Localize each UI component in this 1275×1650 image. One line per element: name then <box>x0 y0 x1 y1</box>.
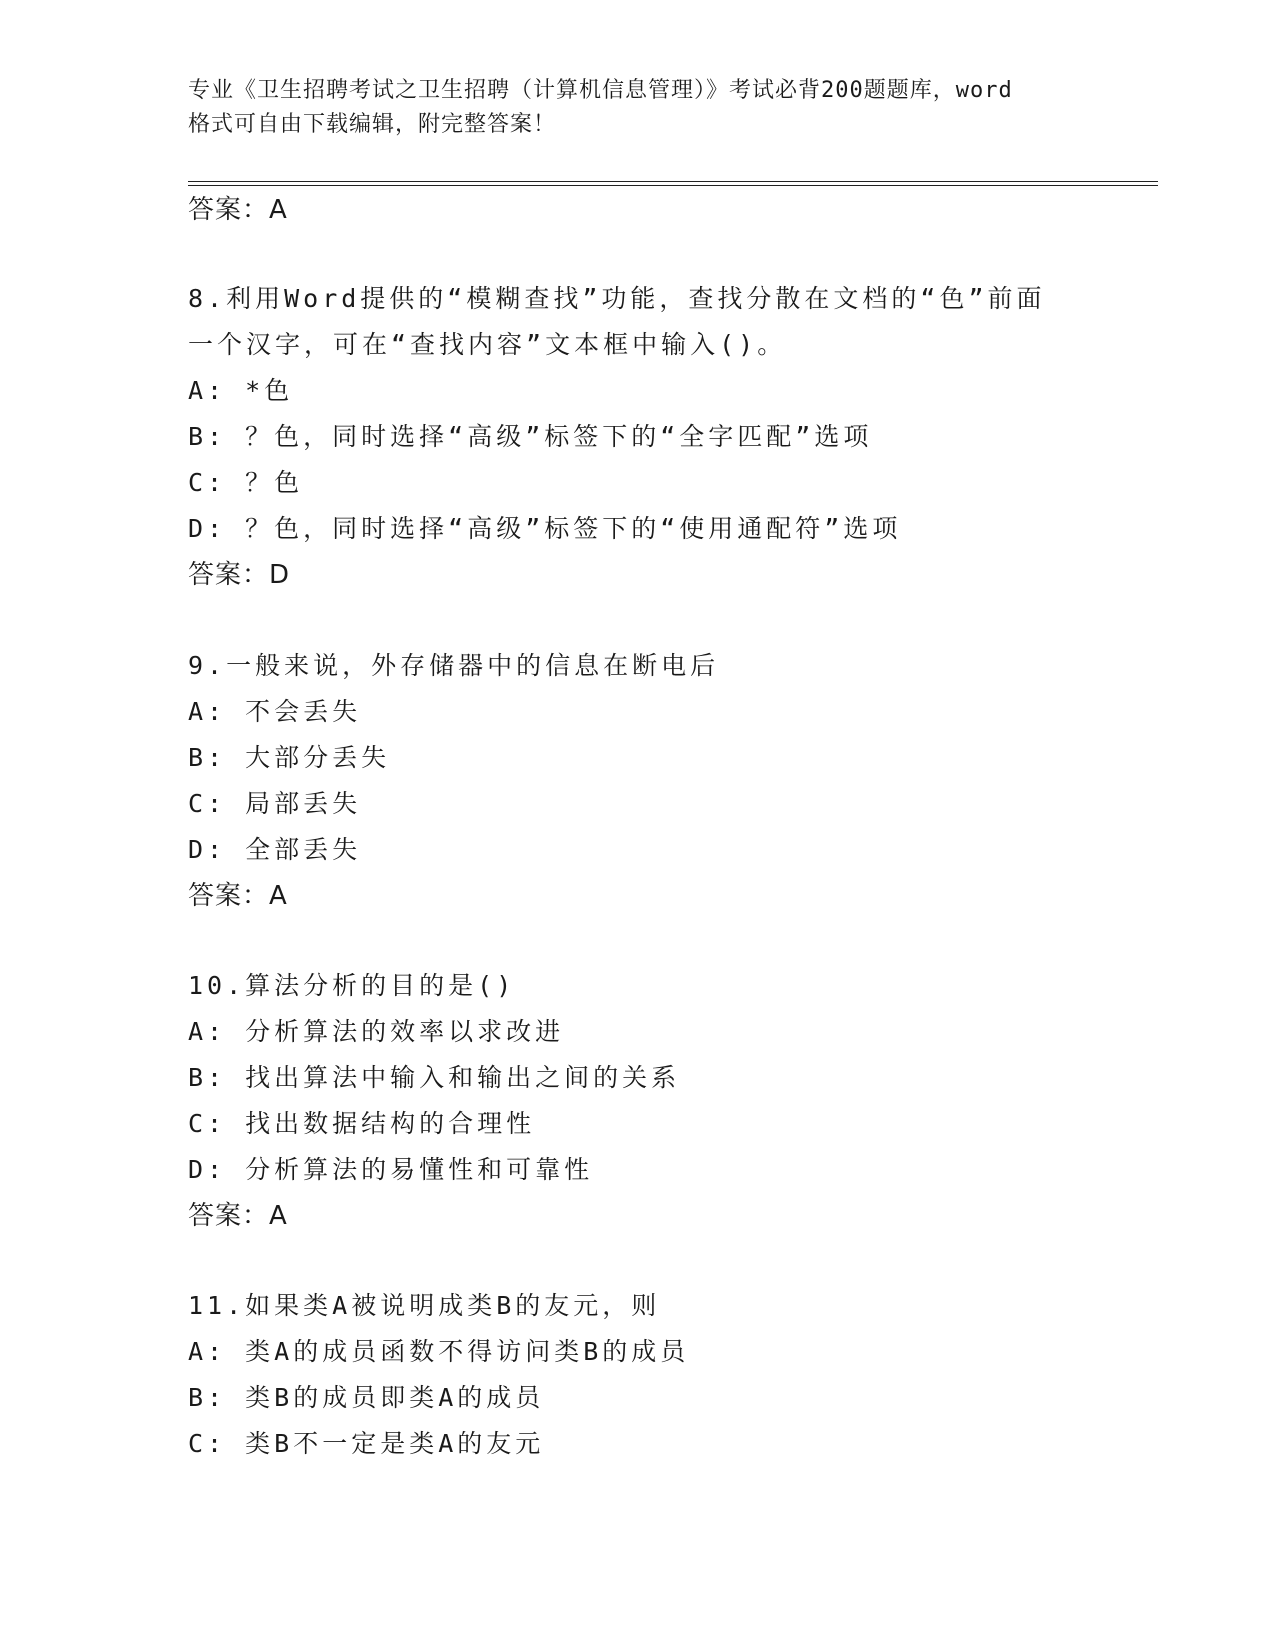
question-stem: 8.利用Word提供的“模糊查找”功能，查找分散在文档的“色”前面 <box>188 284 1046 313</box>
question-11 <box>188 1283 1168 1467</box>
option-a: A: 不会丢失 <box>188 697 362 726</box>
option-b: B: ？色，同时选择“高级”标签下的“全字匹配”选项 <box>188 422 873 451</box>
question-stem: 9.一般来说，外存储器中的信息在断电后 <box>188 651 720 680</box>
answer-line <box>188 187 1168 233</box>
option-b: B: 大部分丢失 <box>188 743 391 772</box>
question-stem: 11.如果类A被说明成类B的友元，则 <box>188 1291 661 1320</box>
header-divider-top <box>188 181 1158 182</box>
answer-line <box>188 1193 1168 1239</box>
question-stem: 10.算法分析的目的是() <box>188 971 516 1000</box>
answer-value: A <box>269 195 288 225</box>
option-c: C: 类B不一定是类A的友元 <box>188 1429 545 1458</box>
previous-answer-block <box>188 187 1168 233</box>
answer-label: 答案： <box>188 1201 270 1231</box>
question-10 <box>188 963 1168 1239</box>
option-b: B: 找出算法中输入和输出之间的关系 <box>188 1063 681 1092</box>
option-c: C: ？色 <box>188 468 304 497</box>
answer-value: D <box>269 560 291 590</box>
option-a: A: *色 <box>188 376 294 405</box>
option-c: C: 找出数据结构的合理性 <box>188 1109 536 1138</box>
question-9 <box>188 643 1168 919</box>
header-line-2: 格式可自由下载编辑，附完整答案！ <box>188 112 557 137</box>
answer-label: 答案： <box>188 560 270 590</box>
header-line-1: 专业《卫生招聘考试之卫生招聘（计算机信息管理）》考试必背200题题库，word <box>188 78 1013 103</box>
answer-label: 答案： <box>188 195 270 225</box>
answer-label: 答案： <box>188 881 270 911</box>
question-stem: 一个汉字，可在“查找内容”文本框中输入()。 <box>188 330 787 359</box>
option-d: D: ？色，同时选择“高级”标签下的“使用通配符”选项 <box>188 514 902 543</box>
option-a: A: 类A的成员函数不得访问类B的成员 <box>188 1337 690 1366</box>
option-d: D: 分析算法的易懂性和可靠性 <box>188 1155 594 1184</box>
option-b: B: 类B的成员即类A的成员 <box>188 1383 545 1412</box>
document-header <box>188 74 1088 142</box>
answer-line <box>188 552 1168 598</box>
option-d: D: 全部丢失 <box>188 835 362 864</box>
answer-value: A <box>269 1201 288 1231</box>
answer-value: A <box>269 881 288 911</box>
option-a: A: 分析算法的效率以求改进 <box>188 1017 565 1046</box>
answer-line <box>188 873 1168 919</box>
question-8 <box>188 276 1168 598</box>
header-divider-bottom <box>188 185 1158 186</box>
option-c: C: 局部丢失 <box>188 789 362 818</box>
